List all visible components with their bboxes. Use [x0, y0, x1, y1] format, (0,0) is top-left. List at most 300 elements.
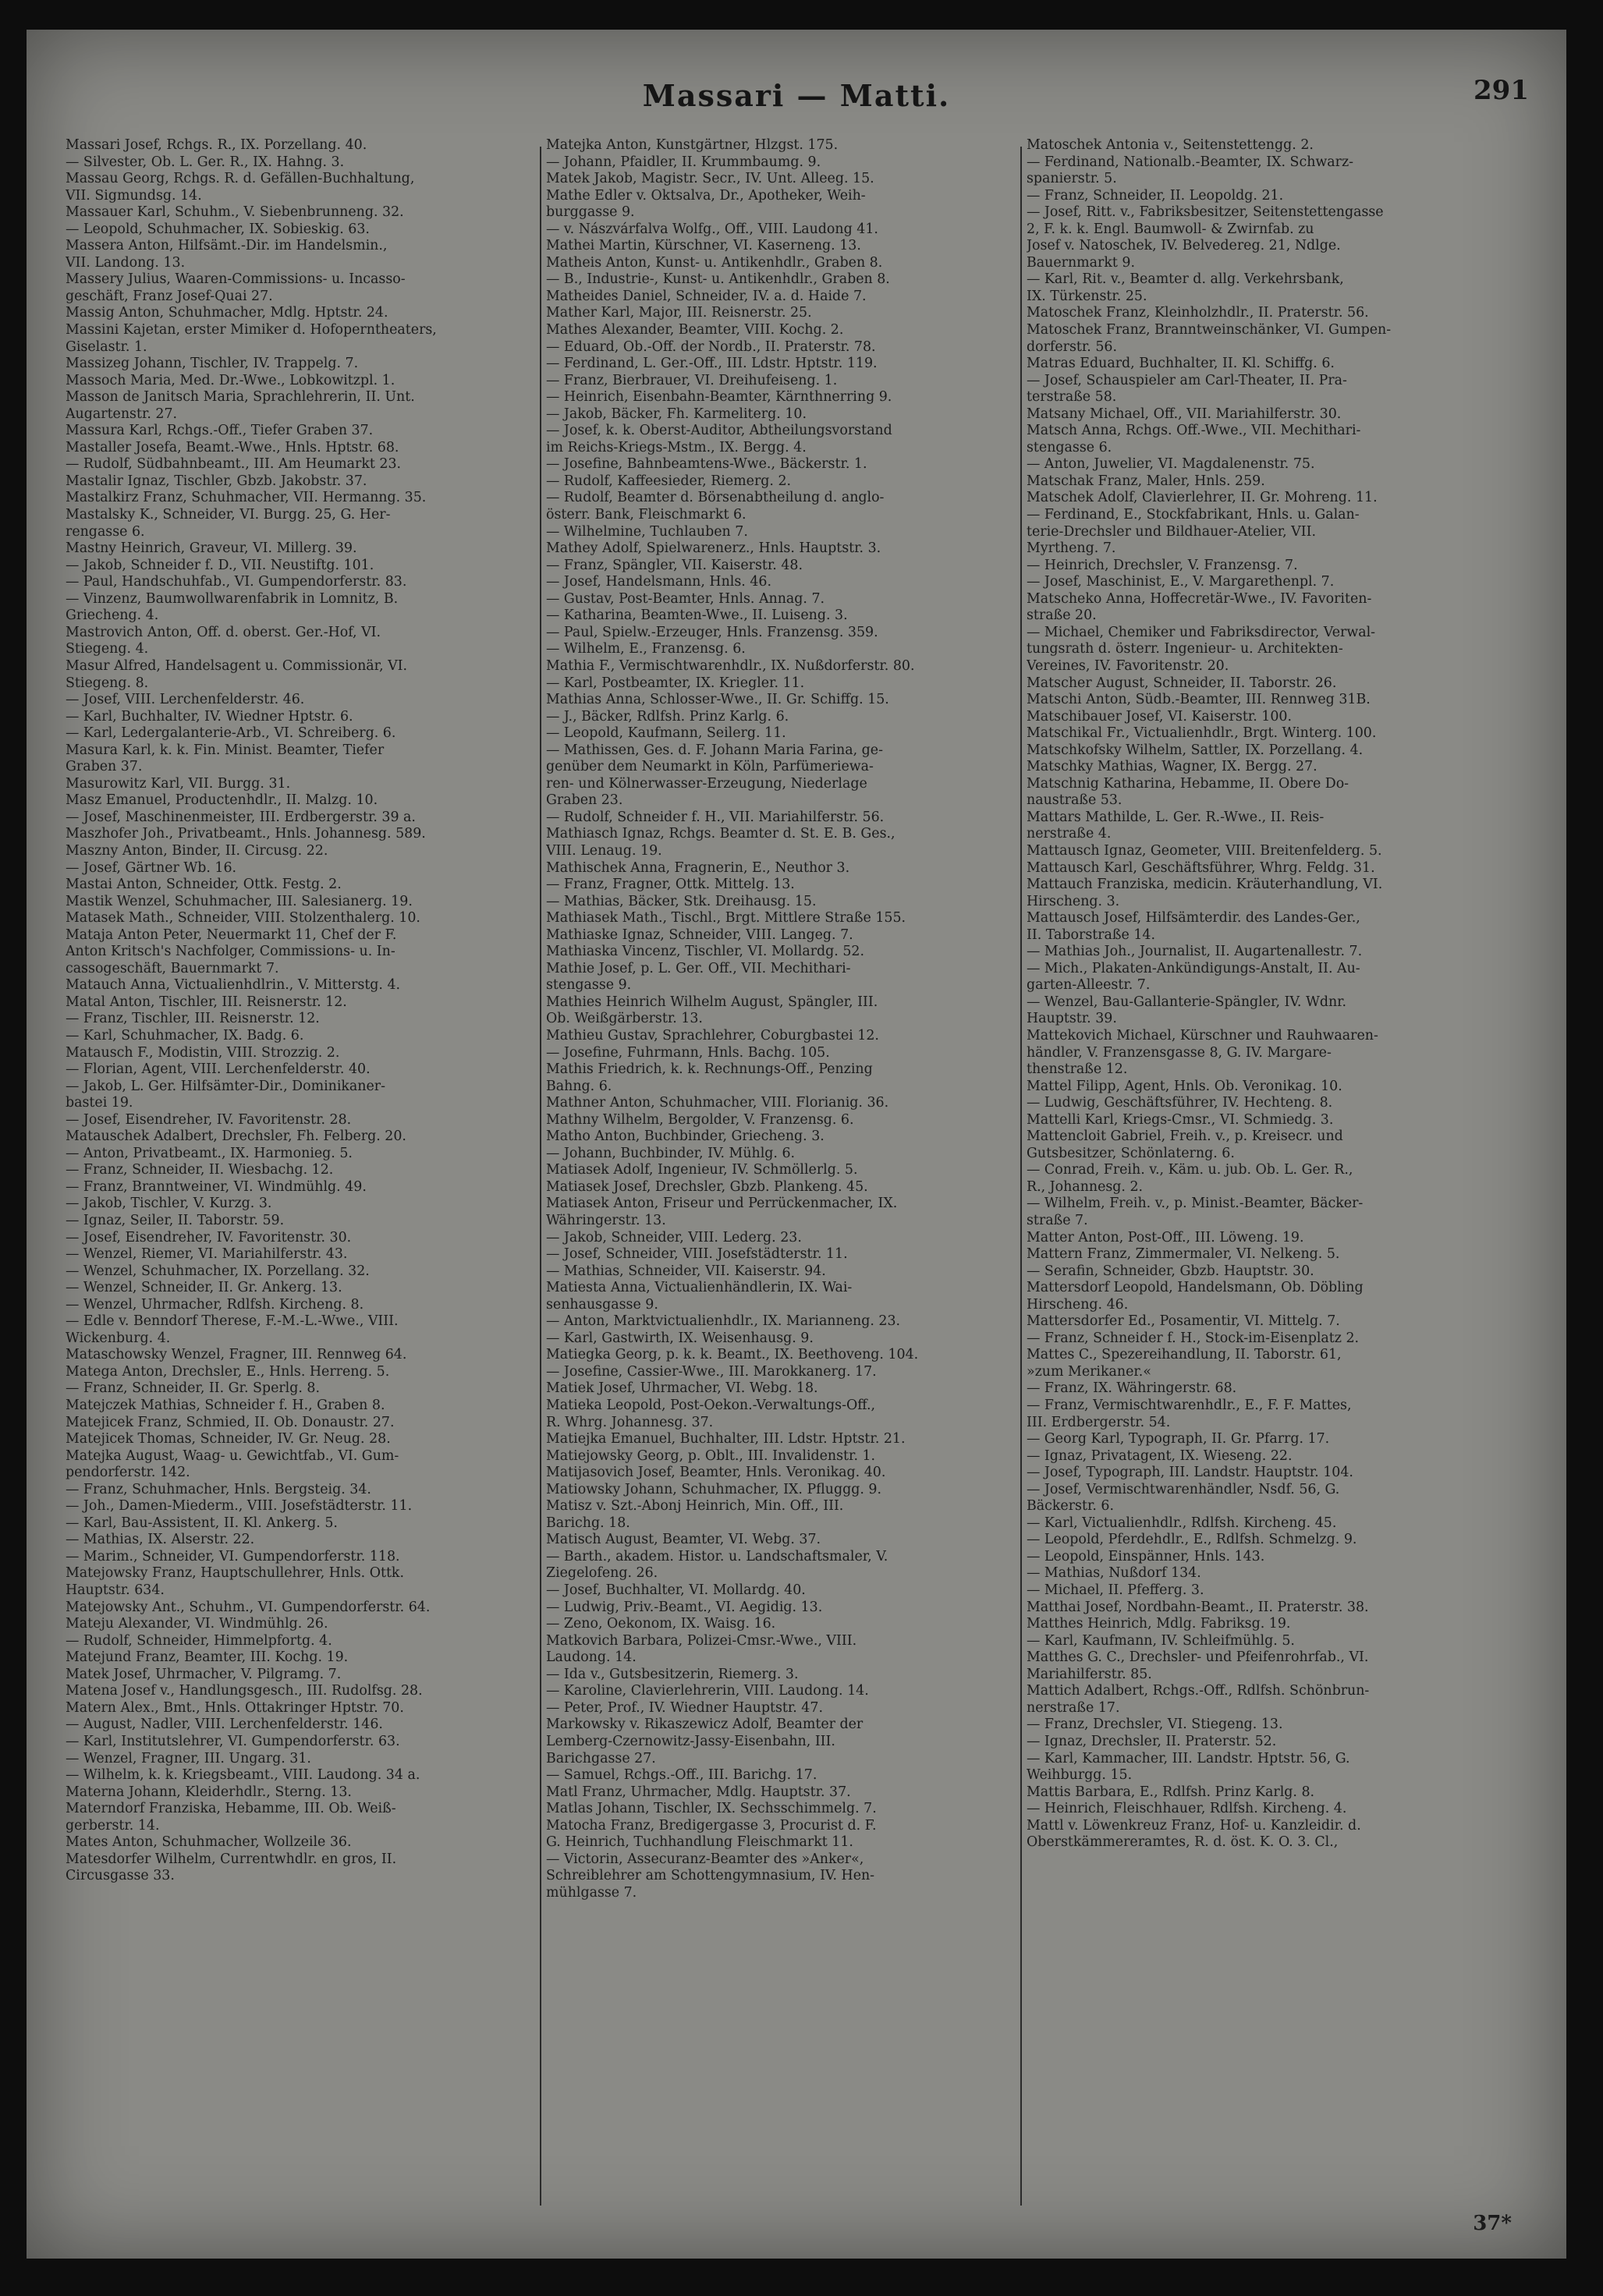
- directory-entry-line: — Marim., Schneider, VI. Gumpendorferstr. 118.: [66, 1548, 400, 1564]
- directory-entry-line: Bahng. 6.: [546, 1078, 612, 1094]
- directory-entry-line: — Ludwig, Priv.-Beamt., VI. Aegidig. 13.: [546, 1599, 823, 1615]
- directory-entry-line: — Franz, IX. Währingerstr. 68.: [1027, 1380, 1237, 1397]
- directory-entry-line: — Rudolf, Kaffeesieder, Riemerg. 2.: [546, 473, 792, 489]
- directory-entry-line: Massoch Maria, Med. Dr.-Wwe., Lobkowitzpl. 1.: [66, 372, 395, 388]
- directory-entry-line: Mastalir Ignaz, Tischler, Gbzb. Jakobstr. 37.: [66, 473, 367, 489]
- directory-entry-line: Mathiaska Vincenz, Tischler, VI. Mollardg. 52.: [546, 944, 864, 960]
- directory-entry-line: nerstraße 17.: [1027, 1699, 1120, 1716]
- directory-entry-line: R. Whrg. Johannesg. 37.: [546, 1414, 714, 1430]
- directory-entry-line: im Reichs-Kriegs-Mstm., IX. Bergg. 4.: [546, 439, 807, 455]
- directory-entry-line: terstraße 58.: [1027, 389, 1117, 406]
- directory-entry-line: Matschi Anton, Südb.-Beamter, III. Rennweg 31B.: [1027, 692, 1371, 708]
- directory-entry-line: — Wilhelm, Freih. v., p. Minist.-Beamter, Bäcker-: [1027, 1196, 1364, 1212]
- directory-entry-line: Massari Josef, Rchgs. R., IX. Porzellang. 40.: [66, 137, 367, 153]
- directory-entry-line: Weihburgg. 15.: [1027, 1767, 1133, 1784]
- directory-entry-line: — Jakob, Schneider, VIII. Lederg. 23.: [546, 1229, 802, 1245]
- directory-column-3: [1027, 137, 1495, 2212]
- directory-entry-line: — Wenzel, Fragner, III. Ungarg. 31.: [66, 1750, 311, 1766]
- directory-entry-line: — Mich., Plakaten-Ankündigungs-Anstalt, II. Au-: [1027, 960, 1360, 976]
- column-divider: [540, 147, 541, 2206]
- directory-entry-line: — Johann, Pfaidler, II. Krummbaumg. 9.: [546, 154, 821, 170]
- directory-entry-line: Matieka Leopold, Post-Oekon.-Verwaltungs-Off.,: [546, 1398, 876, 1414]
- directory-entry-line: Matiasek Josef, Drechsler, Gbzb. Plankeng. 45.: [546, 1178, 868, 1195]
- directory-entry-line: Massizeg Johann, Tischler, IV. Trappelg. 7.: [66, 356, 359, 372]
- directory-entry-line: — Josef, Maschinist, E., V. Margarethenpl. 7.: [1027, 574, 1335, 590]
- directory-entry-line: spanierstr. 5.: [1027, 171, 1117, 187]
- directory-entry-line: IX. Türkenstr. 25.: [1027, 288, 1147, 304]
- directory-entry-line: stengasse 9.: [546, 977, 632, 994]
- directory-entry-line: — Wenzel, Schneider, II. Gr. Ankerg. 13.: [66, 1280, 342, 1296]
- directory-entry-line: — Leopold, Kaufmann, Seilerg. 11.: [546, 725, 786, 742]
- directory-entry-line: Mathner Anton, Schuhmacher, VIII. Florianig. 36.: [546, 1095, 889, 1111]
- directory-entry-line: — Josef, Eisendreher, IV. Favoritenstr. 30.: [66, 1229, 352, 1245]
- directory-entry-line: Matthai Josef, Nordbahn-Beamt., II. Praterstr. 38.: [1027, 1599, 1369, 1615]
- directory-entry-line: Mattl v. Löwenkreuz Franz, Hof- u. Kanzleidir. d.: [1027, 1817, 1361, 1834]
- directory-entry-line: Mariahilferstr. 85.: [1027, 1666, 1152, 1682]
- directory-entry-line: Matega Anton, Drechsler, E., Hnls. Herreng. 5.: [66, 1363, 390, 1380]
- directory-entry-line: Matauch Anna, Victualienhdlrin., V. Mitterstg. 4.: [66, 977, 401, 994]
- directory-entry-line: — Franz, Spängler, VII. Kaiserstr. 48.: [546, 557, 803, 573]
- directory-entry-line: geschäft, Franz Josef-Quai 27.: [66, 288, 273, 304]
- page-running-title: Massari — Matti.: [642, 78, 951, 113]
- directory-entry-line: Mastalkirz Franz, Schuhmacher, VII. Hermanng. 35.: [66, 490, 427, 506]
- directory-entry-line: Matiasek Anton, Friseur und Perrückenmacher, IX.: [546, 1196, 898, 1212]
- directory-entry-line: — Ignaz, Privatagent, IX. Wieseng. 22.: [1027, 1447, 1293, 1464]
- directory-entry-line: Mattauch Franziska, medicin. Kräuterhandlung, VI.: [1027, 877, 1383, 893]
- directory-entry-line: Masurowitz Karl, VII. Burgg. 31.: [66, 775, 291, 792]
- directory-entry-line: — Josef, Typograph, III. Landstr. Hauptstr. 104.: [1027, 1465, 1353, 1481]
- directory-entry-line: — Mathissen, Ges. d. F. Johann Maria Farina, ge-: [546, 742, 883, 758]
- directory-entry-line: Mathie Josef, p. L. Ger. Off., VII. Mechithari-: [546, 960, 851, 976]
- directory-entry-line: Matek Jakob, Magistr. Secr., IV. Unt. Alleeg. 15.: [546, 171, 874, 187]
- directory-entry-line: — Franz, Schneider, II. Leopoldg. 21.: [1027, 187, 1284, 204]
- directory-entry-line: — Joh., Damen-Miederm., VIII. Josefstädterstr. 11.: [66, 1498, 413, 1515]
- directory-entry-line: Mathis Friedrich, k. k. Rechnungs-Off., Penzing: [546, 1061, 873, 1078]
- directory-entry-line: Matiek Josef, Uhrmacher, VI. Webg. 18.: [546, 1380, 818, 1397]
- directory-entry-line: — Paul, Handschuhfab., VI. Gumpendorferstr. 83.: [66, 574, 407, 590]
- directory-entry-line: Mathe Edler v. Oktsalva, Dr., Apotheker, Weih-: [546, 187, 866, 204]
- directory-entry-line: Markowsky v. Rikaszewicz Adolf, Beamter der: [546, 1717, 864, 1733]
- directory-entry-line: Matl Franz, Uhrmacher, Mdlg. Hauptstr. 37.: [546, 1784, 851, 1800]
- directory-entry-line: mühlgasse 7.: [546, 1884, 637, 1901]
- directory-entry-line: — Anton, Juwelier, VI. Magdalenenstr. 75.: [1027, 456, 1315, 473]
- directory-entry-line: Matthes G. C., Drechsler- und Pfeifenrohrfab., VI.: [1027, 1649, 1369, 1666]
- directory-entry-line: Matthes Heinrich, Mdlg. Fabriksg. 19.: [1027, 1616, 1291, 1632]
- directory-entry-line: pendorferstr. 142.: [66, 1465, 190, 1481]
- directory-entry-line: Matter Anton, Post-Off., III. Löweng. 19.: [1027, 1229, 1304, 1245]
- directory-entry-line: — Ferdinand, E., Stockfabrikant, Hnls. u. Galan-: [1027, 507, 1360, 523]
- directory-entry-line: — Rudolf, Südbahnbeamt., III. Am Heumarkt 23.: [66, 456, 402, 473]
- directory-entry-line: Circusgasse 33.: [66, 1868, 175, 1884]
- directory-entry-line: — Josefine, Cassier-Wwe., III. Marokkanerg. 17.: [546, 1363, 877, 1380]
- directory-entry-line: Hirscheng. 3.: [1027, 893, 1120, 909]
- directory-entry-line: — Josef, Eisendreher, IV. Favoritenstr. 28.: [66, 1111, 352, 1128]
- directory-entry-line: — Ignaz, Seiler, II. Taborstr. 59.: [66, 1213, 285, 1228]
- directory-entry-line: Mathes Alexander, Beamter, VIII. Kochg. 2.: [546, 322, 844, 338]
- directory-entry-line: Mattars Mathilde, L. Ger. R.-Wwe., II. Reis-: [1027, 809, 1325, 825]
- directory-entry-line: Massig Anton, Schuhmacher, Mdlg. Hptstr. 24.: [66, 305, 388, 321]
- directory-entry-line: Matras Eduard, Buchhalter, II. Kl. Schiffg. 6.: [1027, 356, 1335, 372]
- directory-entry-line: VIII. Lenaug. 19.: [546, 842, 662, 859]
- directory-entry-line: Matschnig Katharina, Hebamme, II. Obere Do-: [1027, 775, 1349, 792]
- directory-entry-line: — Franz, Tischler, III. Reisnerstr. 12.: [66, 1011, 320, 1027]
- directory-entry-line: Mattes C., Spezereihandlung, II. Taborstr. 61,: [1027, 1347, 1342, 1363]
- directory-entry-line: — Katharina, Beamten-Wwe., II. Luiseng. 3.: [546, 608, 848, 624]
- directory-entry-line: Mattencloit Gabriel, Freih. v., p. Kreisecr. und: [1027, 1129, 1343, 1145]
- directory-entry-line: — Jakob, L. Ger. Hilfsämter-Dir., Dominikaner-: [66, 1078, 385, 1094]
- directory-entry-line: Matschibauer Josef, VI. Kaiserstr. 100.: [1027, 708, 1292, 725]
- directory-entry-line: Mathiaske Ignaz, Schneider, VIII. Langeg. 7.: [546, 927, 853, 943]
- directory-entry-line: — Wilhelm, k. k. Kriegsbeamt., VIII. Laudong. 34 a.: [66, 1767, 420, 1784]
- directory-entry-line: Laudong. 14.: [546, 1649, 637, 1666]
- directory-entry-line: Matal Anton, Tischler, III. Reisnerstr. 12.: [66, 994, 347, 1010]
- directory-entry-line: Mattis Barbara, E., Rdlfsh. Prinz Karlg. 8.: [1027, 1784, 1315, 1800]
- directory-entry-line: Hauptstr. 634.: [66, 1582, 165, 1599]
- directory-entry-line: — Anton, Marktvictualienhdlr., IX. Marianneng. 23.: [546, 1313, 901, 1330]
- directory-entry-line: — Michael, II. Pfefferg. 3.: [1027, 1582, 1204, 1599]
- directory-entry-line: — Josef, Handelsmann, Hnls. 46.: [546, 574, 771, 590]
- directory-entry-line: straße 20.: [1027, 608, 1097, 624]
- directory-entry-line: Massau Georg, Rchgs. R. d. Gefällen-Buchhaltung,: [66, 171, 415, 187]
- directory-entry-line: österr. Bank, Fleischmarkt 6.: [546, 507, 747, 523]
- directory-entry-line: Mattausch Ignaz, Geometer, VIII. Breitenfelderg. 5.: [1027, 842, 1382, 859]
- directory-entry-line: — Karl, Kammacher, III. Landstr. Hptstr. 56, G.: [1027, 1750, 1350, 1766]
- directory-entry-line: — Wenzel, Riemer, VI. Mariahilferstr. 43.: [66, 1246, 348, 1263]
- directory-entry-line: Massery Julius, Waaren-Commissions- u. Incasso-: [66, 271, 406, 288]
- directory-entry-line: — Victorin, Assecuranz-Beamter des »Anker«,: [546, 1851, 864, 1867]
- directory-entry-line: — Leopold, Einspänner, Hnls. 143.: [1027, 1548, 1265, 1564]
- directory-entry-line: Währingerstr. 13.: [546, 1213, 666, 1228]
- directory-entry-line: Matasek Math., Schneider, VIII. Stolzenthalerg. 10.: [66, 910, 420, 927]
- directory-entry-line: — August, Nadler, VIII. Lerchenfelderstr. 146.: [66, 1717, 383, 1733]
- directory-entry-line: — Samuel, Rchgs.-Off., III. Barichg. 17.: [546, 1767, 817, 1784]
- directory-entry-line: tungsrath d. österr. Ingenieur- u. Architekten-: [1027, 641, 1343, 657]
- directory-entry-line: — Josef, VIII. Lerchenfelderstr. 46.: [66, 692, 305, 708]
- directory-entry-line: Mathei Martin, Kürschner, VI. Kaserneng. 13.: [546, 238, 861, 254]
- directory-entry-line: Mathny Wilhelm, Bergolder, V. Franzensg. 6.: [546, 1111, 854, 1128]
- directory-entry-line: Matejicek Thomas, Schneider, IV. Gr. Neug. 28.: [66, 1431, 391, 1447]
- directory-entry-line: — Rudolf, Beamter d. Börsenabtheilung d. anglo-: [546, 490, 885, 506]
- directory-entry-line: — Josef, Schauspieler am Carl-Theater, II. Pra-: [1027, 372, 1347, 388]
- directory-entry-line: — Mathias Joh., Journalist, II. Augartenallestr. 7.: [1027, 944, 1363, 960]
- directory-entry-line: Mathies Heinrich Wilhelm August, Spängler, III.: [546, 994, 878, 1010]
- directory-entry-line: händler, V. Franzensgasse 8, G. IV. Margare-: [1027, 1044, 1332, 1061]
- directory-entry-line: — Franz, Drechsler, VI. Stiegeng. 13.: [1027, 1717, 1283, 1733]
- directory-entry-line: straße 7.: [1027, 1213, 1088, 1228]
- directory-entry-line: Vereines, IV. Favoritenstr. 20.: [1027, 657, 1229, 674]
- column-divider: [1020, 147, 1022, 2206]
- directory-entry-line: Matscheko Anna, Hoffecretär-Wwe., IV. Favoriten-: [1027, 590, 1372, 607]
- directory-entry-line: Mataschowsky Wenzel, Fragner, III. Rennweg 64.: [66, 1347, 407, 1363]
- directory-page: [27, 30, 1566, 2259]
- directory-entry-line: Mastny Heinrich, Graveur, VI. Millerg. 39.: [66, 540, 357, 557]
- directory-entry-line: — Karl, Institutslehrer, VI. Gumpendorferstr. 63.: [66, 1733, 400, 1749]
- page-number: 291: [1474, 75, 1529, 106]
- directory-entry-line: Oberstkämmereramtes, R. d. öst. K. O. 3. Cl.,: [1027, 1834, 1339, 1851]
- directory-entry-line: Materna Johann, Kleiderhdlr., Sterng. 13.: [66, 1784, 352, 1800]
- directory-entry-line: ren- und Kölnerwasser-Erzeugung, Niederlage: [546, 775, 867, 792]
- directory-entry-line: — Michael, Chemiker und Fabriksdirector, Verwal-: [1027, 624, 1376, 640]
- directory-entry-line: Matschak Franz, Maler, Hnls. 259.: [1027, 473, 1265, 489]
- directory-entry-line: — Josef, Buchhalter, VI. Mollardg. 40.: [546, 1582, 806, 1599]
- directory-entry-line: — Heinrich, Eisenbahn-Beamter, Kärnthnerring 9.: [546, 389, 892, 406]
- directory-entry-line: Mattich Adalbert, Rchgs.-Off., Rdlfsh. Schönbrun-: [1027, 1683, 1370, 1699]
- directory-entry-line: — Wenzel, Schuhmacher, IX. Porzellang. 32.: [66, 1263, 370, 1279]
- directory-entry-line: Matkovich Barbara, Polizei-Cmsr.-Wwe., VIII.: [546, 1632, 857, 1649]
- directory-entry-line: Matijasovich Josef, Beamter, Hnls. Veronikag. 40.: [546, 1465, 886, 1481]
- directory-entry-line: — J., Bäcker, Rdlfsh. Prinz Karlg. 6.: [546, 708, 789, 725]
- directory-entry-line: — Franz, Bierbrauer, VI. Dreihufeiseng. 1.: [546, 372, 838, 388]
- directory-entry-line: Stiegeng. 4.: [66, 641, 149, 657]
- directory-entry-line: — Conrad, Freih. v., Käm. u. jub. Ob. L. Ger. R.,: [1027, 1162, 1353, 1178]
- directory-entry-line: Barichg. 18.: [546, 1515, 630, 1531]
- directory-entry-line: Mattern Franz, Zimmermaler, VI. Nelkeng. 5.: [1027, 1246, 1340, 1263]
- directory-entry-line: Gutsbesitzer, Schönlaterng. 6.: [1027, 1145, 1235, 1161]
- directory-entry-line: — Florian, Agent, VIII. Lerchenfelderstr. 40.: [66, 1061, 371, 1078]
- directory-entry-line: — Josefine, Fuhrmann, Hnls. Bachg. 105.: [546, 1044, 830, 1061]
- directory-entry-line: — Mathias, Schneider, VII. Kaiserstr. 94.: [546, 1263, 826, 1279]
- directory-entry-line: — Karl, Buchhalter, IV. Wiedner Hptstr. 6.: [66, 708, 353, 725]
- directory-entry-line: — Silvester, Ob. L. Ger. R., IX. Hahng. 3.: [66, 154, 345, 170]
- directory-entry-line: Massera Anton, Hilfsämt.-Dir. im Handelsmin.,: [66, 238, 388, 254]
- directory-entry-line: — Leopold, Pferdehdlr., E., Rdlfsh. Schmelzg. 9.: [1027, 1532, 1357, 1548]
- directory-entry-line: Myrtheng. 7.: [1027, 540, 1116, 557]
- directory-entry-line: Anton Kritsch's Nachfolger, Commissions- u. In-: [66, 944, 395, 960]
- directory-entry-line: — Paul, Spielw.-Erzeuger, Hnls. Franzensg. 359.: [546, 624, 878, 640]
- directory-entry-line: — Franz, Vermischtwarenhdlr., E., F. F. Mattes,: [1027, 1398, 1352, 1414]
- directory-entry-line: — Karl, Kaufmann, IV. Schleifmühlg. 5.: [1027, 1632, 1295, 1649]
- directory-entry-line: Matiegka Georg, p. k. k. Beamt., IX. Beethoveng. 104.: [546, 1347, 919, 1363]
- directory-entry-line: — Josefine, Bahnbeamtens-Wwe., Bäckerstr. 1.: [546, 456, 867, 473]
- directory-entry-line: — Ferdinand, Nationalb.-Beamter, IX. Schwarz-: [1027, 154, 1353, 170]
- directory-entry-line: — Peter, Prof., IV. Wiedner Hauptstr. 47.: [546, 1699, 823, 1716]
- directory-entry-line: senhausgasse 9.: [546, 1296, 658, 1313]
- directory-entry-line: — Ludwig, Geschäftsführer, IV. Hechteng. 8.: [1027, 1095, 1333, 1111]
- directory-entry-line: — Zeno, Oekonom, IX. Waisg. 16.: [546, 1616, 776, 1632]
- directory-entry-line: Hauptstr. 39.: [1027, 1011, 1117, 1027]
- directory-entry-line: Matausch F., Modistin, VIII. Strozzig. 2.: [66, 1044, 340, 1061]
- directory-entry-line: Matscher August, Schneider, II. Taborstr. 26.: [1027, 675, 1337, 691]
- directory-entry-line: Griecheng. 4.: [66, 608, 159, 624]
- directory-entry-line: Graben 37.: [66, 759, 143, 775]
- directory-entry-line: Hirscheng. 46.: [1027, 1296, 1129, 1313]
- directory-entry-line: — Leopold, Schuhmacher, IX. Sobieskig. 63.: [66, 221, 370, 237]
- directory-entry-line: Matejczek Mathias, Schneider f. H., Graben 8.: [66, 1398, 385, 1414]
- directory-entry-line: — Josef, Schneider, VIII. Josefstädterstr. 11.: [546, 1246, 848, 1263]
- directory-entry-line: Matsany Michael, Off., VII. Mariahilferstr. 30.: [1027, 406, 1342, 422]
- directory-entry-line: — Ferdinand, L. Ger.-Off., III. Ldstr. Hptstr. 119.: [546, 356, 878, 372]
- directory-entry-line: — Jakob, Tischler, V. Kurzg. 3.: [66, 1196, 272, 1212]
- directory-entry-line: Massauer Karl, Schuhm., V. Siebenbrunneng. 32.: [66, 204, 404, 221]
- directory-entry-line: Materndorf Franziska, Hebamme, III. Ob. Weiß-: [66, 1801, 396, 1817]
- directory-entry-line: 2, F. k. k. Engl. Baumwoll- & Zwirnfab. zu: [1027, 221, 1314, 237]
- directory-entry-line: Mattel Filipp, Agent, Hnls. Ob. Veronikag. 10.: [1027, 1078, 1342, 1094]
- directory-entry-line: Maszhofer Joh., Privatbeamt., Hnls. Johannesg. 589.: [66, 826, 426, 842]
- directory-entry-line: — Franz, Schuhmacher, Hnls. Bergsteig. 34.: [66, 1481, 371, 1497]
- directory-entry-line: Mastrovich Anton, Off. d. oberst. Ger.-Hof, VI.: [66, 624, 381, 640]
- directory-entry-line: Barichgasse 27.: [546, 1750, 656, 1766]
- directory-entry-line: Maszny Anton, Binder, II. Circusg. 22.: [66, 842, 328, 859]
- directory-entry-line: — Karl, Ledergalanterie-Arb., VI. Schreiberg. 6.: [66, 725, 396, 742]
- directory-entry-line: VII. Landong. 13.: [66, 254, 186, 271]
- directory-entry-line: — Eduard, Ob.-Off. der Nordb., II. Praterstr. 78.: [546, 338, 876, 355]
- directory-entry-line: Matoschek Franz, Kleinholzhdlr., II. Praterstr. 56.: [1027, 305, 1369, 321]
- directory-entry-line: cassogeschäft, Bauernmarkt 7.: [66, 960, 279, 976]
- directory-entry-line: — Josef, Gärtner Wb. 16.: [66, 859, 237, 876]
- directory-entry-line: Mathieu Gustav, Sprachlehrer, Coburgbastei 12.: [546, 1027, 879, 1043]
- directory-entry-line: garten-Alleestr. 7.: [1027, 977, 1151, 994]
- directory-entry-line: — Karl, Rit. v., Beamter d. allg. Verkehrsbank,: [1027, 271, 1344, 288]
- directory-entry-line: Mastik Wenzel, Schuhmacher, III. Salesianerg. 19.: [66, 893, 413, 909]
- directory-entry-line: — B., Industrie-, Kunst- u. Antikenhdlr., Graben 8.: [546, 271, 890, 288]
- directory-entry-line: Mattelli Karl, Kriegs-Cmsr., VI. Schmiedg. 3.: [1027, 1111, 1334, 1128]
- directory-entry-line: Matesdorfer Wilhelm, Currentwhdlr. en gros, II.: [66, 1851, 397, 1867]
- directory-column-2: [546, 137, 1014, 2212]
- directory-entry-line: — Josef, k. k. Oberst-Auditor, Abtheilungsvorstand: [546, 423, 892, 439]
- directory-entry-line: — Karl, Postbeamter, IX. Kriegler. 11.: [546, 675, 805, 691]
- directory-entry-line: Mattausch Karl, Geschäftsführer, Whrg. Feldg. 31.: [1027, 859, 1375, 876]
- directory-entry-line: — Franz, Schneider, II. Gr. Sperlg. 8.: [66, 1380, 321, 1397]
- directory-entry-line: Matoschek Antonia v., Seitenstettengg. 2.: [1027, 137, 1314, 153]
- directory-entry-line: — Josef, Ritt. v., Fabriksbesitzer, Seitenstettengasse: [1027, 204, 1384, 221]
- directory-entry-line: Mastaller Josefa, Beamt.-Wwe., Hnls. Hptstr. 68.: [66, 439, 399, 455]
- directory-entry-line: Matschky Mathias, Wagner, IX. Bergg. 27.: [1027, 759, 1318, 775]
- directory-entry-line: — Serafin, Schneider, Gbzb. Hauptstr. 30.: [1027, 1263, 1314, 1279]
- directory-entry-line: Mathischek Anna, Fragnerin, E., Neuthor 3.: [546, 859, 850, 876]
- directory-entry-line: Matsch Anna, Rchgs. Off.-Wwe., VII. Mechithari-: [1027, 423, 1361, 439]
- directory-entry-line: — Gustav, Post-Beamter, Hnls. Annag. 7.: [546, 590, 825, 607]
- directory-entry-line: Stiegeng. 8.: [66, 675, 149, 691]
- directory-entry-line: Matejka Anton, Kunstgärtner, Hlzgst. 175.: [546, 137, 839, 153]
- directory-entry-line: Matejka August, Waag- u. Gewichtfab., VI. Gum-: [66, 1447, 399, 1464]
- directory-entry-line: — Rudolf, Schneider f. H., VII. Mariahilferstr. 56.: [546, 809, 885, 825]
- directory-entry-line: Matejowsky Ant., Schuhm., VI. Gumpendorferstr. 64.: [66, 1599, 431, 1615]
- directory-entry-line: Schreiblehrer am Schottengymnasium, IV. Hen-: [546, 1868, 875, 1884]
- directory-entry-line: Matisz v. Szt.-Abonj Heinrich, Min. Off., III.: [546, 1498, 844, 1515]
- directory-entry-line: Mattekovich Michael, Kürschner und Rauhwaaren-: [1027, 1027, 1378, 1043]
- directory-entry-line: III. Erdbergerstr. 54.: [1027, 1414, 1171, 1430]
- directory-entry-line: — Karl, Schuhmacher, IX. Badg. 6.: [66, 1027, 304, 1043]
- directory-entry-line: Masura Karl, k. k. Fin. Minist. Beamter, Tiefer: [66, 742, 385, 758]
- directory-entry-line: Matiesta Anna, Victualienhändlerin, IX. Wai-: [546, 1280, 853, 1296]
- directory-entry-line: Matschkofsky Wilhelm, Sattler, IX. Porzellang. 4.: [1027, 742, 1364, 758]
- directory-entry-line: — Wilhelm, E., Franzensg. 6.: [546, 641, 746, 657]
- directory-entry-line: Massura Karl, Rchgs.-Off., Tiefer Graben 37.: [66, 423, 374, 439]
- directory-entry-line: nerstraße 4.: [1027, 826, 1112, 842]
- directory-entry-line: Matejund Franz, Beamter, III. Kochg. 19.: [66, 1649, 349, 1666]
- directory-entry-line: Masz Emanuel, Productenhdlr., II. Malzg. 10.: [66, 792, 378, 809]
- directory-entry-line: — Wenzel, Uhrmacher, Rdlfsh. Kircheng. 8.: [66, 1296, 364, 1313]
- directory-entry-line: Bauernmarkt 9.: [1027, 254, 1135, 271]
- directory-entry-line: — Josef, Maschinenmeister, III. Erdbergerstr. 39 a.: [66, 809, 416, 825]
- directory-entry-line: burggasse 9.: [546, 204, 635, 221]
- printer-signature-mark: 37*: [1473, 2212, 1512, 2235]
- directory-entry-line: Matschek Adolf, Clavierlehrer, II. Gr. Mohreng. 11.: [1027, 490, 1378, 506]
- directory-entry-line: R., Johannesg. 2.: [1027, 1178, 1144, 1195]
- directory-entry-line: — v. Nászvárfalva Wolfg., Off., VIII. Laudong 41.: [546, 221, 878, 237]
- directory-entry-line: Masur Alfred, Handelsagent u. Commissionär, VI.: [66, 657, 408, 674]
- directory-entry-line: G. Heinrich, Tuchhandlung Fleischmarkt 11.: [546, 1834, 853, 1851]
- directory-entry-line: Ob. Weißgärberstr. 13.: [546, 1011, 703, 1027]
- directory-entry-line: Matern Alex., Bmt., Hnls. Ottakringer Hptstr. 70.: [66, 1699, 404, 1716]
- directory-entry-line: — Karl, Bau-Assistent, II. Kl. Ankerg. 5.: [66, 1515, 338, 1531]
- directory-entry-line: Giselastr. 1.: [66, 338, 147, 355]
- directory-entry-line: thenstraße 12.: [1027, 1061, 1128, 1078]
- directory-entry-line: Mastalsky K., Schneider, VI. Burgg. 25, G. Her-: [66, 507, 391, 523]
- directory-entry-line: Matejicek Franz, Schmied, II. Ob. Donaustr. 27.: [66, 1414, 395, 1430]
- directory-entry-line: »zum Merikaner.«: [1027, 1363, 1151, 1380]
- directory-entry-line: Matiejowsky Georg, p. Oblt., III. Invalidenstr. 1.: [546, 1447, 876, 1464]
- directory-entry-line: — Vinzenz, Baumwollwarenfabrik in Lomnitz, B.: [66, 590, 399, 607]
- directory-entry-line: Mather Karl, Major, III. Reisnerstr. 25.: [546, 305, 812, 321]
- directory-entry-line: naustraße 53.: [1027, 792, 1122, 809]
- directory-entry-line: Mattersdorfer Ed., Posamentir, VI. Mittelg. 7.: [1027, 1313, 1340, 1330]
- directory-entry-line: Graben 23.: [546, 792, 623, 809]
- directory-entry-line: — Franz, Schneider, II. Wiesbachg. 12.: [66, 1162, 334, 1178]
- directory-entry-line: Mateju Alexander, VI. Windmühlg. 26.: [66, 1616, 328, 1632]
- directory-entry-line: Mathiasch Ignaz, Rchgs. Beamter d. St. E. B. Ges.,: [546, 826, 895, 842]
- directory-entry-line: stengasse 6.: [1027, 439, 1112, 455]
- directory-entry-line: Augartenstr. 27.: [66, 406, 178, 422]
- directory-entry-line: Matiasek Adolf, Ingenieur, IV. Schmöllerlg. 5.: [546, 1162, 858, 1178]
- directory-entry-line: — Franz, Schneider f. H., Stock-im-Eisenplatz 2.: [1027, 1330, 1360, 1346]
- directory-entry-line: II. Taborstraße 14.: [1027, 927, 1156, 943]
- directory-entry-line: — Rudolf, Schneider, Himmelpfortg. 4.: [66, 1632, 332, 1649]
- directory-entry-line: — Mathias, IX. Alserstr. 22.: [66, 1532, 255, 1548]
- directory-entry-line: Mataja Anton Peter, Neuermarkt 11, Chef der F.: [66, 927, 397, 943]
- directory-entry-line: — Ida v., Gutsbesitzerin, Riemerg. 3.: [546, 1666, 799, 1682]
- directory-entry-line: — Wenzel, Bau-Gallanterie-Spängler, IV. Wdnr.: [1027, 994, 1347, 1010]
- directory-entry-line: VII. Sigmundsg. 14.: [66, 187, 202, 204]
- directory-entry-line: Matho Anton, Buchbinder, Griecheng. 3.: [546, 1129, 825, 1145]
- directory-entry-line: — Mathias, Bäcker, Stk. Dreihausg. 15.: [546, 893, 817, 909]
- directory-entry-line: — Mathias, Nußdorf 134.: [1027, 1565, 1201, 1582]
- directory-entry-line: — Karoline, Clavierlehrerin, VIII. Laudong. 14.: [546, 1683, 869, 1699]
- directory-entry-line: Mattausch Josef, Hilfsämterdir. des Landes-Ger.,: [1027, 910, 1360, 927]
- directory-entry-line: — Heinrich, Drechsler, V. Franzensg. 7.: [1027, 557, 1298, 573]
- directory-entry-line: — Edle v. Benndorf Therese, F.-M.-L.-Wwe., VIII.: [66, 1313, 399, 1330]
- directory-entry-line: genüber dem Neumarkt in Köln, Parfümeriewa-: [546, 759, 874, 775]
- directory-entry-line: Mathey Adolf, Spielwarenerz., Hnls. Hauptstr. 3.: [546, 540, 881, 557]
- directory-entry-line: Matena Josef v., Handlungsgesch., III. Rudolfsg. 28.: [66, 1683, 423, 1699]
- directory-entry-line: dorferstr. 56.: [1027, 338, 1117, 355]
- directory-column-1: [66, 137, 534, 2212]
- directory-entry-line: — Franz, Fragner, Ottk. Mittelg. 13.: [546, 877, 795, 893]
- directory-entry-line: Bäckerstr. 6.: [1027, 1498, 1114, 1515]
- directory-entry-line: — Ignaz, Drechsler, II. Praterstr. 52.: [1027, 1733, 1277, 1749]
- directory-entry-line: Matiowsky Johann, Schuhmacher, IX. Pfluggg. 9.: [546, 1481, 882, 1497]
- directory-entry-line: — Barth., akadem. Histor. u. Landschaftsmaler, V.: [546, 1548, 888, 1564]
- directory-entry-line: terie-Drechsler und Bildhauer-Atelier, VII.: [1027, 523, 1317, 540]
- directory-entry-line: Mattersdorf Leopold, Handelsmann, Ob. Döbling: [1027, 1280, 1364, 1296]
- directory-entry-line: gerberstr. 14.: [66, 1817, 160, 1834]
- directory-entry-line: Matauschek Adalbert, Drechsler, Fh. Felberg. 20.: [66, 1129, 406, 1145]
- directory-entry-line: Mathiasek Math., Tischl., Brgt. Mittlere Straße 155.: [546, 910, 906, 927]
- directory-entry-line: — Georg Karl, Typograph, II. Gr. Pfarrg. 17.: [1027, 1431, 1330, 1447]
- directory-entry-line: — Anton, Privatbeamt., IX. Harmonieg. 5.: [66, 1145, 353, 1161]
- directory-entry-line: Mathias Anna, Schlosser-Wwe., II. Gr. Schiffg. 15.: [546, 692, 889, 708]
- directory-entry-line: Matocha Franz, Bredigergasse 3, Procurist d. F.: [546, 1817, 877, 1834]
- directory-entry-line: — Jakob, Schneider f. D., VII. Neustiftg. 101.: [66, 557, 374, 573]
- directory-entry-line: Matek Josef, Uhrmacher, V. Pilgramg. 7.: [66, 1666, 342, 1682]
- directory-entry-line: Matiejka Emanuel, Buchhalter, III. Ldstr. Hptstr. 21.: [546, 1431, 906, 1447]
- directory-entry-line: — Karl, Gastwirth, IX. Weisenhausg. 9.: [546, 1330, 814, 1346]
- directory-entry-line: — Johann, Buchbinder, IV. Mühlg. 6.: [546, 1145, 796, 1161]
- directory-entry-line: Matisch August, Beamter, VI. Webg. 37.: [546, 1532, 821, 1548]
- directory-entry-line: Mastai Anton, Schneider, Ottk. Festg. 2.: [66, 877, 342, 893]
- directory-entry-line: Matejowsky Franz, Hauptschullehrer, Hnls. Ottk.: [66, 1565, 404, 1582]
- directory-entry-line: Matheis Anton, Kunst- u. Antikenhdlr., Graben 8.: [546, 254, 883, 271]
